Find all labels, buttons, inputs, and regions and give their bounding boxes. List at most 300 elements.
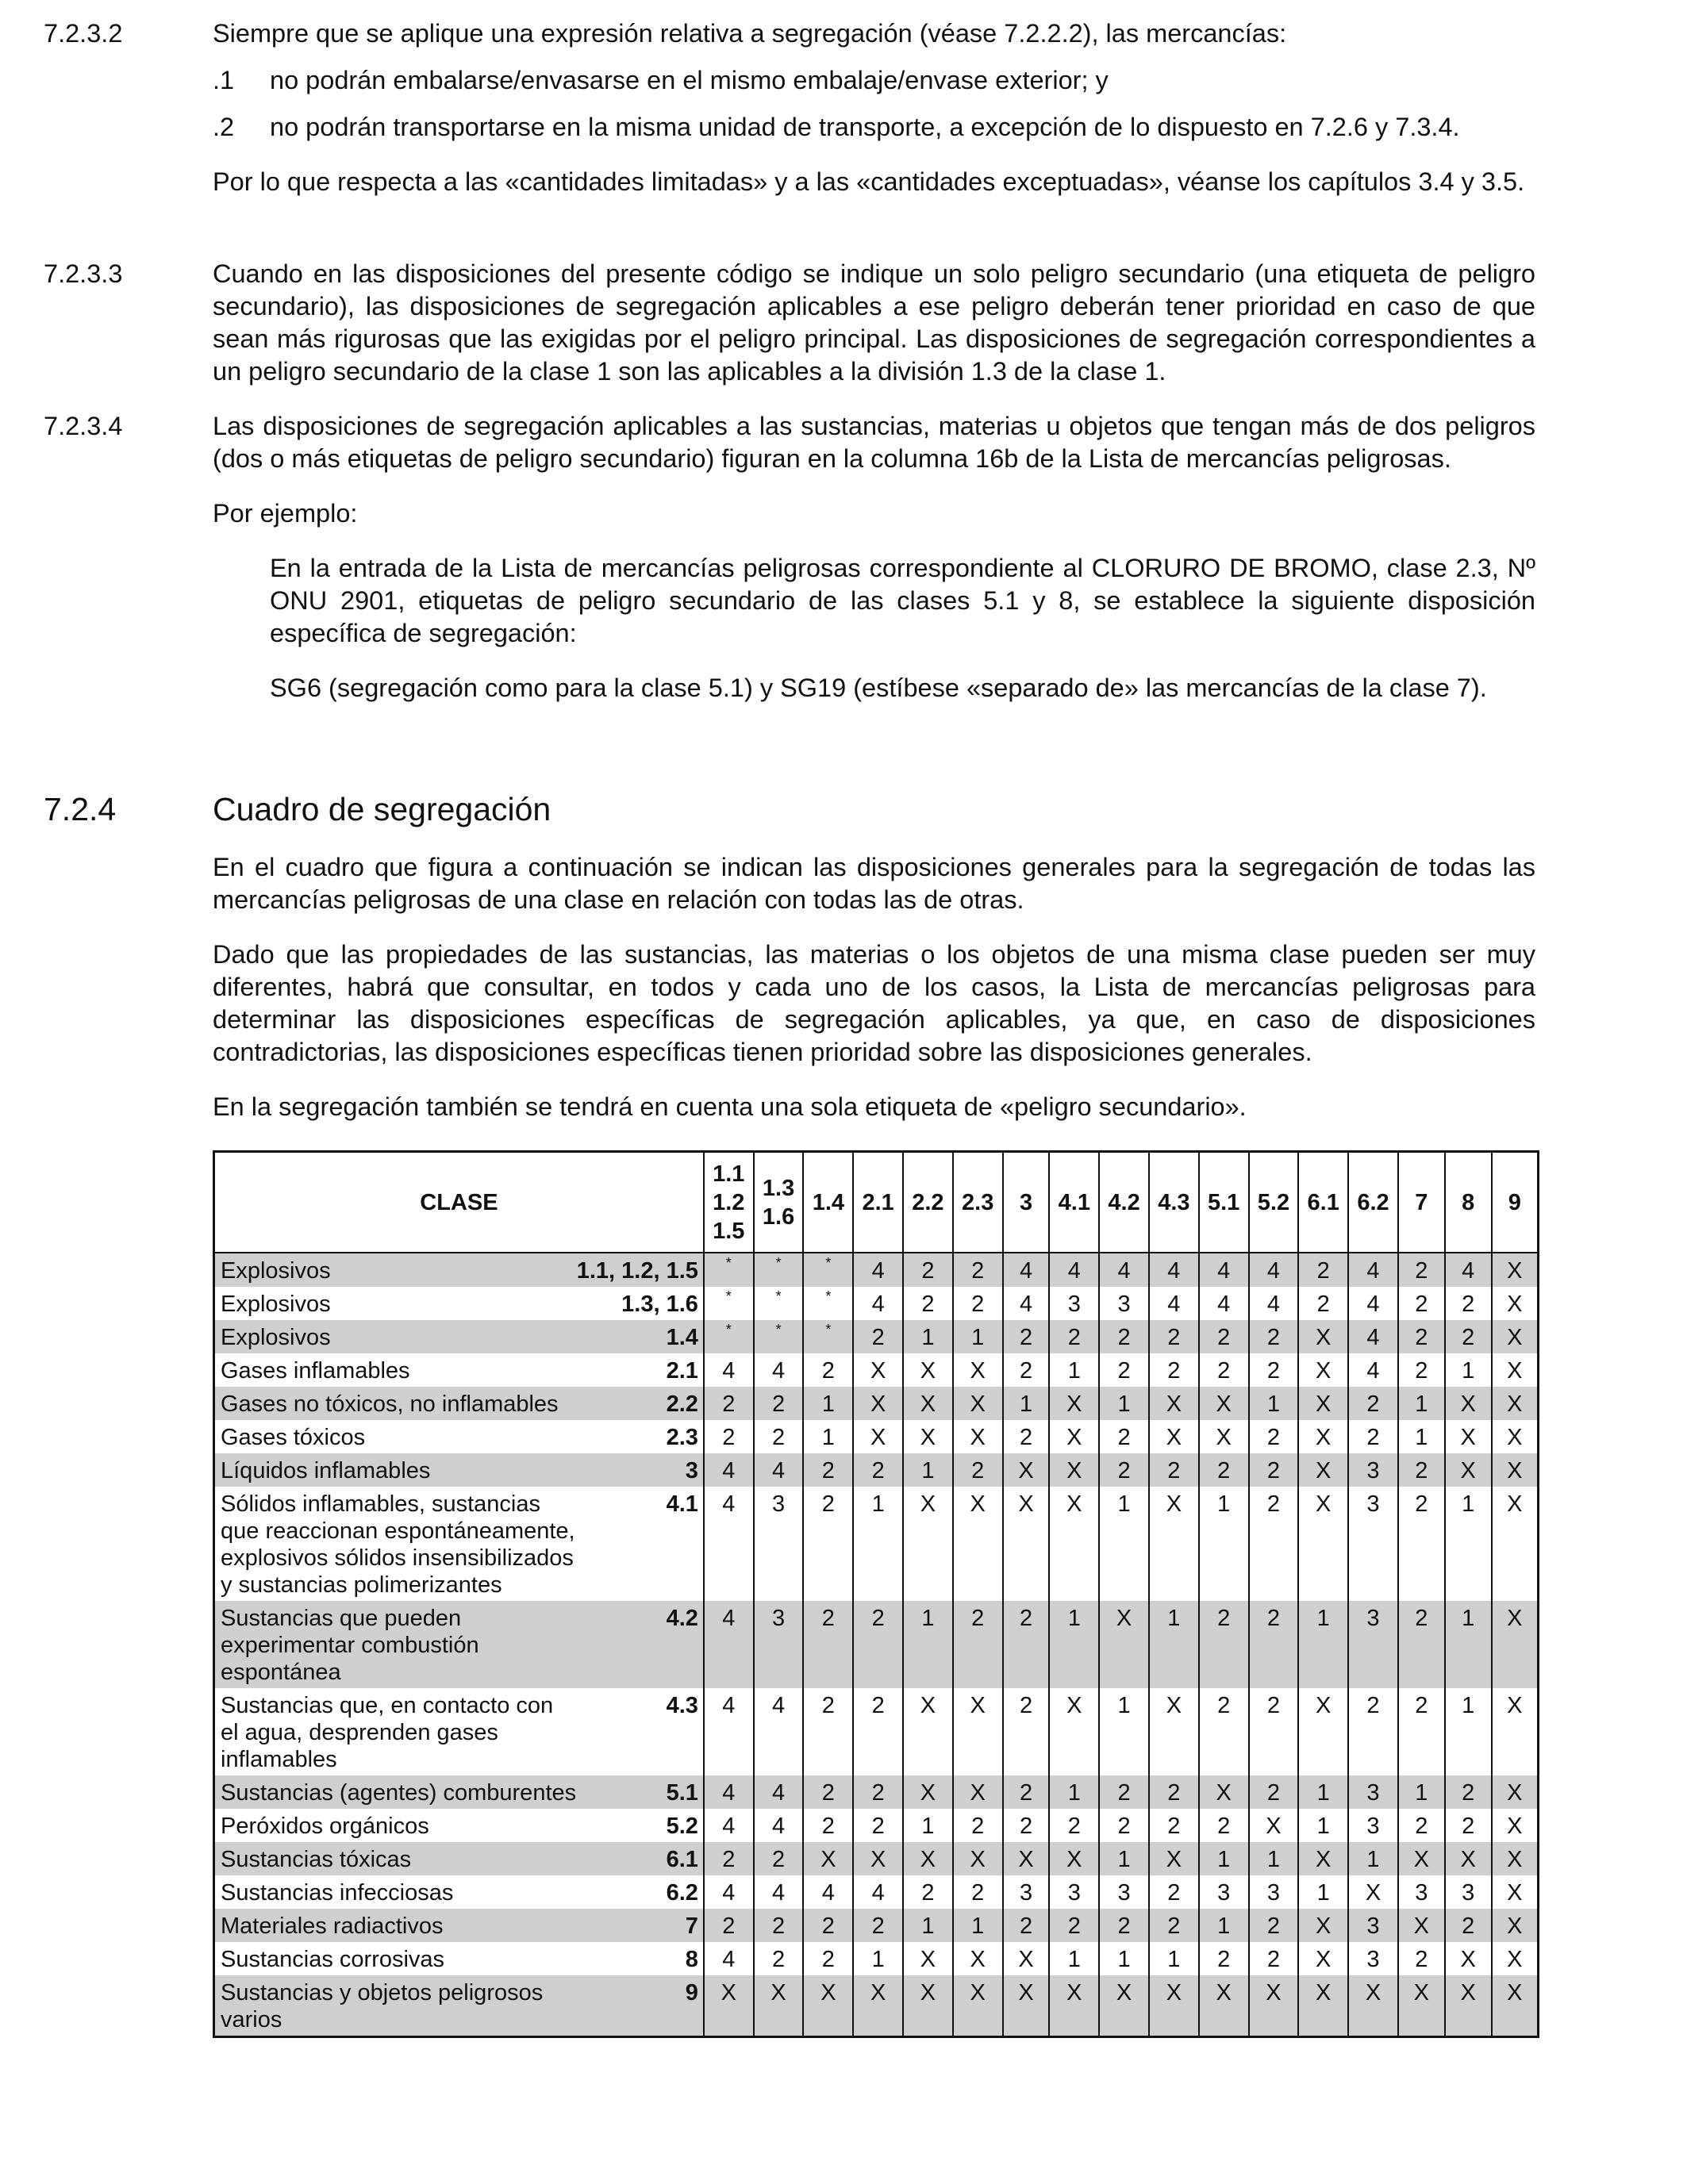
table-cell: 2 xyxy=(1298,1253,1348,1287)
table-cell: X xyxy=(1049,1487,1099,1601)
row-class-code: 5.1 xyxy=(577,1775,704,1809)
table-cell: 2 xyxy=(853,1320,903,1353)
table-cell: 2 xyxy=(903,1875,953,1909)
table-cell: 1 xyxy=(1199,1909,1249,1942)
table-cell: 2 xyxy=(953,1875,1003,1909)
table-cell: 4 xyxy=(754,1775,804,1809)
table-cell: 1 xyxy=(1099,1387,1149,1420)
example-label: Por ejemplo: xyxy=(213,499,358,528)
table-cell: 2 xyxy=(803,1775,853,1809)
table-cell: 2 xyxy=(903,1253,953,1287)
table-cell: 3 xyxy=(1099,1287,1149,1320)
table-cell: X xyxy=(953,1487,1003,1601)
paragraph: Dado que las propiedades de las sustancias, las materias o los objetos de una misma clase pueden ser muy diferentes, habrá que consultar, en todos y cada uno de los casos, la Lista de mercancías peligrosas para determinar las disposiciones específicas de segregación aplicables, ya que, en caso de disposiciones contradictorias, las disposiciones específicas tienen prioridad sobre las disposiciones generales. xyxy=(213,940,1535,1066)
section-number: 7.2.3.2 xyxy=(44,19,123,48)
table-cell: 2 xyxy=(853,1453,903,1487)
row-class-name: Gases inflamables xyxy=(214,1353,577,1387)
table-column-header xyxy=(1492,1152,1539,1253)
row-class-code: 1.3, 1.6 xyxy=(577,1287,704,1320)
table-cell: 4 xyxy=(704,1875,754,1909)
table-cell: 2 xyxy=(1348,1387,1398,1420)
table-cell: X xyxy=(953,1775,1003,1809)
table-cell: * xyxy=(803,1253,853,1287)
table-cell: 2 xyxy=(1398,1809,1445,1842)
table-cell: 3 xyxy=(754,1601,804,1688)
column-header-line: 4.2 xyxy=(1108,1189,1140,1215)
table-cell: 2 xyxy=(1149,1453,1199,1487)
table-cell: 2 xyxy=(704,1387,754,1420)
table-cell: 2 xyxy=(1199,1453,1249,1487)
table-cell: X xyxy=(953,1353,1003,1387)
table-cell: 2 xyxy=(1149,1320,1199,1353)
table-cell: 1 xyxy=(1445,1688,1492,1775)
list-item xyxy=(213,64,1535,97)
table-row xyxy=(214,1253,1539,1287)
table-cell: 2 xyxy=(1398,1601,1445,1688)
table-cell: 3 xyxy=(1348,1809,1398,1842)
table-cell: 2 xyxy=(1099,1809,1149,1842)
table-cell: 1 xyxy=(1348,1842,1398,1875)
heading-number: 7.2.4 xyxy=(44,791,117,827)
table-cell: 4 xyxy=(704,1601,754,1688)
table-cell: X xyxy=(1445,1453,1492,1487)
table-cell: 2 xyxy=(953,1287,1003,1320)
table-cell: 2 xyxy=(1199,1320,1249,1353)
table-cell: 2 xyxy=(1398,1353,1445,1387)
table-cell: 1 xyxy=(1445,1601,1492,1688)
table-cell: X xyxy=(1492,1320,1539,1353)
table-cell: X xyxy=(853,1353,903,1387)
table-row xyxy=(214,1842,1539,1875)
table-cell: X xyxy=(1445,1387,1492,1420)
table-cell: 4 xyxy=(754,1453,804,1487)
table-cell: 2 xyxy=(1003,1909,1050,1942)
table-cell: 2 xyxy=(1445,1320,1492,1353)
table-cell: 4 xyxy=(1049,1253,1099,1287)
row-class-name: Explosivos xyxy=(214,1320,577,1353)
table-cell: 2 xyxy=(853,1809,903,1842)
table-cell: 3 xyxy=(1445,1875,1492,1909)
table-cell: * xyxy=(803,1320,853,1353)
table-cell: 2 xyxy=(1298,1287,1348,1320)
table-cell: 1 xyxy=(903,1909,953,1942)
column-header-line: 5.2 xyxy=(1257,1189,1290,1215)
row-class-code: 4.1 xyxy=(577,1487,704,1601)
section-text: Las disposiciones de segregación aplicables a las sustancias, materias u objetos que tengan más de dos peligros (dos o más etiquetas de peligro secundario) figuran en la columna 16b de la Lista de mercancías peligrosas. xyxy=(213,412,1535,473)
column-header-line: 8 xyxy=(1462,1189,1475,1215)
table-header-row xyxy=(214,1152,1539,1253)
table-cell: 2 xyxy=(1249,1909,1299,1942)
table-cell: 4 xyxy=(754,1809,804,1842)
table-cell: X xyxy=(1298,1320,1348,1353)
row-class-code: 2.3 xyxy=(577,1420,704,1453)
table-row xyxy=(214,1453,1539,1487)
table-cell: X xyxy=(1445,1975,1492,2037)
table-cell: 4 xyxy=(1249,1253,1299,1287)
table-cell: 2 xyxy=(704,1842,754,1875)
table-cell: 2 xyxy=(1149,1809,1199,1842)
table-cell: 2 xyxy=(1003,1809,1050,1842)
column-header-line: 4.1 xyxy=(1058,1189,1090,1215)
table-cell: X xyxy=(1049,1688,1099,1775)
table-cell: 2 xyxy=(953,1253,1003,1287)
table-cell: 2 xyxy=(1249,1942,1299,1975)
table-cell: 1 xyxy=(953,1909,1003,1942)
row-class-name: Sustancias tóxicas xyxy=(214,1842,577,1875)
table-cell: * xyxy=(704,1287,754,1320)
table-cell: 3 xyxy=(1249,1875,1299,1909)
table-cell: 2 xyxy=(1348,1420,1398,1453)
table-cell: X xyxy=(754,1975,804,2037)
table-cell: 1 xyxy=(853,1942,903,1975)
table-cell: * xyxy=(704,1253,754,1287)
table-cell: 1 xyxy=(1099,1688,1149,1775)
table-cell: X xyxy=(1049,1387,1099,1420)
table-cell: 4 xyxy=(704,1487,754,1601)
table-cell: X xyxy=(1149,1487,1199,1601)
table-cell: 2 xyxy=(1099,1420,1149,1453)
paragraph: En la segregación también se tendrá en cuenta una sola etiqueta de «peligro secundario». xyxy=(213,1092,1247,1121)
table-cell: 4 xyxy=(754,1353,804,1387)
row-class-code: 7 xyxy=(577,1909,704,1942)
table-cell: 3 xyxy=(1049,1875,1099,1909)
table-cell: X xyxy=(1199,1975,1249,2037)
row-class-name: Sustancias infecciosas xyxy=(214,1875,577,1909)
table-cell: X xyxy=(1199,1387,1249,1420)
table-cell: 4 xyxy=(1003,1287,1050,1320)
row-class-name: Sustancias que, en contacto con el agua, desprenden gases inflamables xyxy=(214,1688,577,1775)
table-cell: 2 xyxy=(1049,1320,1099,1353)
table-cell: X xyxy=(1492,1775,1539,1809)
table-cell: 2 xyxy=(1099,1775,1149,1809)
table-cell: 1 xyxy=(1445,1353,1492,1387)
table-cell: X xyxy=(1298,1420,1348,1453)
table-cell: 2 xyxy=(1049,1809,1099,1842)
table-cell: X xyxy=(1348,1975,1398,2037)
table-cell: X xyxy=(953,1975,1003,2037)
table-cell: X xyxy=(1249,1809,1299,1842)
table-cell: 3 xyxy=(1348,1453,1398,1487)
table-cell: 1 xyxy=(953,1320,1003,1353)
table-cell: 2 xyxy=(853,1909,903,1942)
table-cell: X xyxy=(1003,1975,1050,2037)
table-cell: 2 xyxy=(853,1775,903,1809)
table-cell: 1 xyxy=(1199,1487,1249,1601)
table-column-header xyxy=(1398,1152,1445,1253)
row-class-code: 5.2 xyxy=(577,1809,704,1842)
table-cell: 1 xyxy=(1049,1775,1099,1809)
table-cell: 1 xyxy=(903,1453,953,1487)
table-cell: 3 xyxy=(1099,1875,1149,1909)
list-item-number: .2 xyxy=(213,113,235,141)
table-column-header xyxy=(1149,1152,1199,1253)
column-header-line: 3 xyxy=(1019,1189,1033,1215)
table-cell: X xyxy=(953,1688,1003,1775)
row-class-code: 2.1 xyxy=(577,1353,704,1387)
table-row xyxy=(214,1487,1539,1601)
section-number: 7.2.3.4 xyxy=(44,412,123,440)
table-cell: X xyxy=(1492,1909,1539,1942)
table-cell: X xyxy=(1049,1842,1099,1875)
table-cell: X xyxy=(903,1420,953,1453)
table-cell: 4 xyxy=(1348,1253,1398,1287)
table-cell: 4 xyxy=(1249,1287,1299,1320)
table-cell: 2 xyxy=(1398,1253,1445,1287)
table-cell: X xyxy=(1492,1487,1539,1601)
row-class-code: 4.3 xyxy=(577,1688,704,1775)
table-cell: 2 xyxy=(1099,1320,1149,1353)
column-header-line: 1.1 xyxy=(713,1161,745,1187)
table-cell: X xyxy=(903,1487,953,1601)
table-cell: X xyxy=(853,1975,903,2037)
table-column-header xyxy=(704,1152,754,1253)
row-class-code: 6.2 xyxy=(577,1875,704,1909)
table-cell: 2 xyxy=(1398,1487,1445,1601)
table-cell: 1 xyxy=(1298,1809,1348,1842)
table-cell: 2 xyxy=(1249,1775,1299,1809)
table-cell: X xyxy=(853,1420,903,1453)
table-cell: 1 xyxy=(1099,1942,1149,1975)
table-cell: X xyxy=(1492,1453,1539,1487)
column-header-line: 5.1 xyxy=(1207,1189,1240,1215)
table-cell: 4 xyxy=(1199,1253,1249,1287)
table-cell: X xyxy=(1492,1842,1539,1875)
paragraph: En el cuadro que figura a continuación se indican las disposiciones generales para la segregación de todas las mercancías peligrosas de una clase en relación con todas las de otras. xyxy=(213,853,1535,914)
table-cell: * xyxy=(704,1320,754,1353)
table-cell: 1 xyxy=(1049,1601,1099,1688)
table-cell: X xyxy=(803,1975,853,2037)
table-cell: 2 xyxy=(1199,1809,1249,1842)
table-cell: X xyxy=(1099,1975,1149,2037)
table-cell: 4 xyxy=(1099,1253,1149,1287)
table-column-header xyxy=(1445,1152,1492,1253)
table-cell: X xyxy=(1149,1975,1199,2037)
table-cell: 1 xyxy=(1149,1942,1199,1975)
column-header-line: 1.5 xyxy=(713,1218,745,1244)
table-cell: 1 xyxy=(1099,1842,1149,1875)
table-column-header xyxy=(1199,1152,1249,1253)
table-row xyxy=(214,1601,1539,1688)
table-cell: 2 xyxy=(1398,1287,1445,1320)
table-cell: X xyxy=(1149,1387,1199,1420)
table-column-header xyxy=(803,1152,853,1253)
table-cell: 4 xyxy=(704,1942,754,1975)
table-cell: 2 xyxy=(803,1353,853,1387)
heading-title: Cuadro de segregación xyxy=(213,791,551,827)
table-cell: 3 xyxy=(1199,1875,1249,1909)
table-cell: X xyxy=(1298,1842,1348,1875)
table-cell: 2 xyxy=(1149,1875,1199,1909)
table-cell: X xyxy=(1492,1975,1539,2037)
table-cell: * xyxy=(754,1287,804,1320)
column-header-line: 1.3 xyxy=(762,1175,795,1201)
row-class-code: 1.1, 1.2, 1.5 xyxy=(577,1253,704,1287)
table-cell: 4 xyxy=(853,1287,903,1320)
table-cell: X xyxy=(1492,1688,1539,1775)
column-header-line: 2.3 xyxy=(962,1189,994,1215)
table-row xyxy=(214,1809,1539,1842)
list-item-text: no podrán embalarse/envasarse en el mismo embalaje/envase exterior; y xyxy=(270,66,1109,94)
table-cell: 4 xyxy=(1348,1353,1398,1387)
table-cell: 3 xyxy=(1049,1287,1099,1320)
list-item-number: .1 xyxy=(213,66,235,94)
table-cell: 2 xyxy=(803,1487,853,1601)
table-cell: 2 xyxy=(803,1809,853,1842)
row-class-name: Explosivos xyxy=(214,1287,577,1320)
table-cell: X xyxy=(903,1353,953,1387)
row-class-code: 1.4 xyxy=(577,1320,704,1353)
table-cell: 2 xyxy=(1398,1320,1445,1353)
row-class-code: 9 xyxy=(577,1975,704,2037)
table-cell: X xyxy=(903,1688,953,1775)
table-cell: 3 xyxy=(1398,1875,1445,1909)
table-cell: X xyxy=(704,1975,754,2037)
table-column-header xyxy=(1348,1152,1398,1253)
table-cell: 2 xyxy=(953,1601,1003,1688)
row-class-name: Gases tóxicos xyxy=(214,1420,577,1453)
table-cell: X xyxy=(1049,1420,1099,1453)
table-cell: X xyxy=(1492,1942,1539,1975)
table-cell: 1 xyxy=(903,1320,953,1353)
table-cell: X xyxy=(853,1842,903,1875)
table-cell: X xyxy=(1492,1875,1539,1909)
table-cell: 2 xyxy=(1003,1775,1050,1809)
table-cell: X xyxy=(1099,1601,1149,1688)
table-cell: 2 xyxy=(1348,1688,1398,1775)
table-cell: 2 xyxy=(1003,1353,1050,1387)
table-cell: 4 xyxy=(1003,1253,1050,1287)
table-cell: 1 xyxy=(1398,1775,1445,1809)
row-class-name: Sustancias (agentes) comburentes xyxy=(214,1775,577,1809)
table-cell: X xyxy=(1249,1975,1299,2037)
row-class-name: Líquidos inflamables xyxy=(214,1453,577,1487)
list-item xyxy=(213,111,1535,144)
row-class-name: Sustancias corrosivas xyxy=(214,1942,577,1975)
table-cell: 2 xyxy=(1099,1353,1149,1387)
table-cell: 2 xyxy=(1249,1688,1299,1775)
table-cell: 1 xyxy=(1298,1775,1348,1809)
table-cell: X xyxy=(1445,1942,1492,1975)
table-cell: X xyxy=(903,1975,953,2037)
table-cell: X xyxy=(953,1942,1003,1975)
table-cell: 4 xyxy=(853,1253,903,1287)
table-cell: 2 xyxy=(754,1942,804,1975)
table-cell: 1 xyxy=(803,1387,853,1420)
table-cell: * xyxy=(803,1287,853,1320)
example-code: SG6 (segregación como para la clase 5.1) y SG19 (estíbese «separado de» las mercancías de la clase 7). xyxy=(270,674,1487,702)
column-header-line: 2.2 xyxy=(912,1189,944,1215)
table-cell: 3 xyxy=(1348,1942,1398,1975)
table-cell: X xyxy=(1298,1453,1348,1487)
table-cell: 4 xyxy=(704,1453,754,1487)
table-cell: 2 xyxy=(1149,1353,1199,1387)
column-header-line: 6.1 xyxy=(1307,1189,1339,1215)
table-cell: 2 xyxy=(704,1909,754,1942)
table-cell: 2 xyxy=(1003,1420,1050,1453)
table-cell: X xyxy=(903,1942,953,1975)
column-header-line: 7 xyxy=(1415,1189,1428,1215)
table-cell: X xyxy=(1298,1353,1348,1387)
table-cell: 2 xyxy=(1199,1601,1249,1688)
segregation-table xyxy=(213,1150,1539,2038)
table-row xyxy=(214,1420,1539,1453)
table-cell: 1 xyxy=(1003,1387,1050,1420)
table-cell: X xyxy=(1492,1353,1539,1387)
section-intro: Siempre que se aplique una expresión relativa a segregación (véase 7.2.2.2), las mercancías: xyxy=(213,19,1287,48)
table-cell: X xyxy=(953,1420,1003,1453)
table-cell: X xyxy=(1492,1601,1539,1688)
table-row xyxy=(214,1387,1539,1420)
table-cell: X xyxy=(803,1842,853,1875)
table-row xyxy=(214,1287,1539,1320)
table-cell: 2 xyxy=(1199,1688,1249,1775)
table-cell: 1 xyxy=(1099,1487,1149,1601)
table-cell: 3 xyxy=(1348,1601,1398,1688)
table-cell: X xyxy=(1003,1453,1050,1487)
table-cell: X xyxy=(1298,1387,1348,1420)
table-cell: X xyxy=(903,1387,953,1420)
table-cell: X xyxy=(1445,1420,1492,1453)
table-cell: 2 xyxy=(1249,1487,1299,1601)
table-cell: X xyxy=(1492,1420,1539,1453)
table-cell: 4 xyxy=(704,1688,754,1775)
table-row xyxy=(214,1688,1539,1775)
table-cell: 2 xyxy=(1003,1688,1050,1775)
section-text: Cuando en las disposiciones del presente código se indique un solo peligro secundario (una etiqueta de peligro secundario), las disposiciones de segregación aplicables a ese peligro deberán tener prioridad en caso de que sean más rigurosas que las exigidas por el peligro principal. Las disposiciones de segregación correspondientes a un peligro secundario de la clase 1 son las aplicables a la división 1.3 de la clase 1. xyxy=(213,259,1535,386)
table-row xyxy=(214,1353,1539,1387)
table-row xyxy=(214,1942,1539,1975)
table-cell: X xyxy=(1298,1975,1348,2037)
table-cell: 2 xyxy=(803,1909,853,1942)
table-cell: 4 xyxy=(1445,1253,1492,1287)
table-cell: 1 xyxy=(1398,1420,1445,1453)
table-cell: X xyxy=(1398,1909,1445,1942)
table-cell: 2 xyxy=(1249,1420,1299,1453)
list-item-text: no podrán transportarse en la misma unidad de transporte, a excepción de lo dispuesto en 7.2.6 y 7.3.4. xyxy=(270,113,1460,141)
table-cell: 1 xyxy=(853,1487,903,1601)
table-cell: 4 xyxy=(704,1353,754,1387)
table-cell: X xyxy=(1298,1487,1348,1601)
table-cell: X xyxy=(1298,1688,1348,1775)
table-cell: 2 xyxy=(754,1387,804,1420)
table-cell: 4 xyxy=(1149,1253,1199,1287)
table-cell: 2 xyxy=(803,1688,853,1775)
table-cell: 2 xyxy=(1099,1909,1149,1942)
table-cell: 4 xyxy=(754,1688,804,1775)
table-cell: 1 xyxy=(903,1601,953,1688)
table-cell: 4 xyxy=(853,1875,903,1909)
table-cell: X xyxy=(1149,1420,1199,1453)
row-class-code: 2.2 xyxy=(577,1387,704,1420)
table-column-header xyxy=(1099,1152,1149,1253)
table-cell: X xyxy=(953,1842,1003,1875)
table-cell: 1 xyxy=(1199,1842,1249,1875)
table-cell: 4 xyxy=(754,1875,804,1909)
column-header-line: 4.3 xyxy=(1158,1189,1190,1215)
table-cell: 1 xyxy=(1049,1942,1099,1975)
table-cell: X xyxy=(1149,1842,1199,1875)
table-cell: X xyxy=(1348,1875,1398,1909)
table-cell: X xyxy=(1149,1688,1199,1775)
table-cell: 2 xyxy=(953,1453,1003,1487)
table-cell: 3 xyxy=(1348,1487,1398,1601)
column-header-line: 6.2 xyxy=(1357,1189,1389,1215)
table-cell: X xyxy=(1199,1775,1249,1809)
table-cell: 2 xyxy=(754,1909,804,1942)
table-cell: X xyxy=(1298,1909,1348,1942)
table-cell: 3 xyxy=(754,1487,804,1601)
row-class-code: 4.2 xyxy=(577,1601,704,1688)
